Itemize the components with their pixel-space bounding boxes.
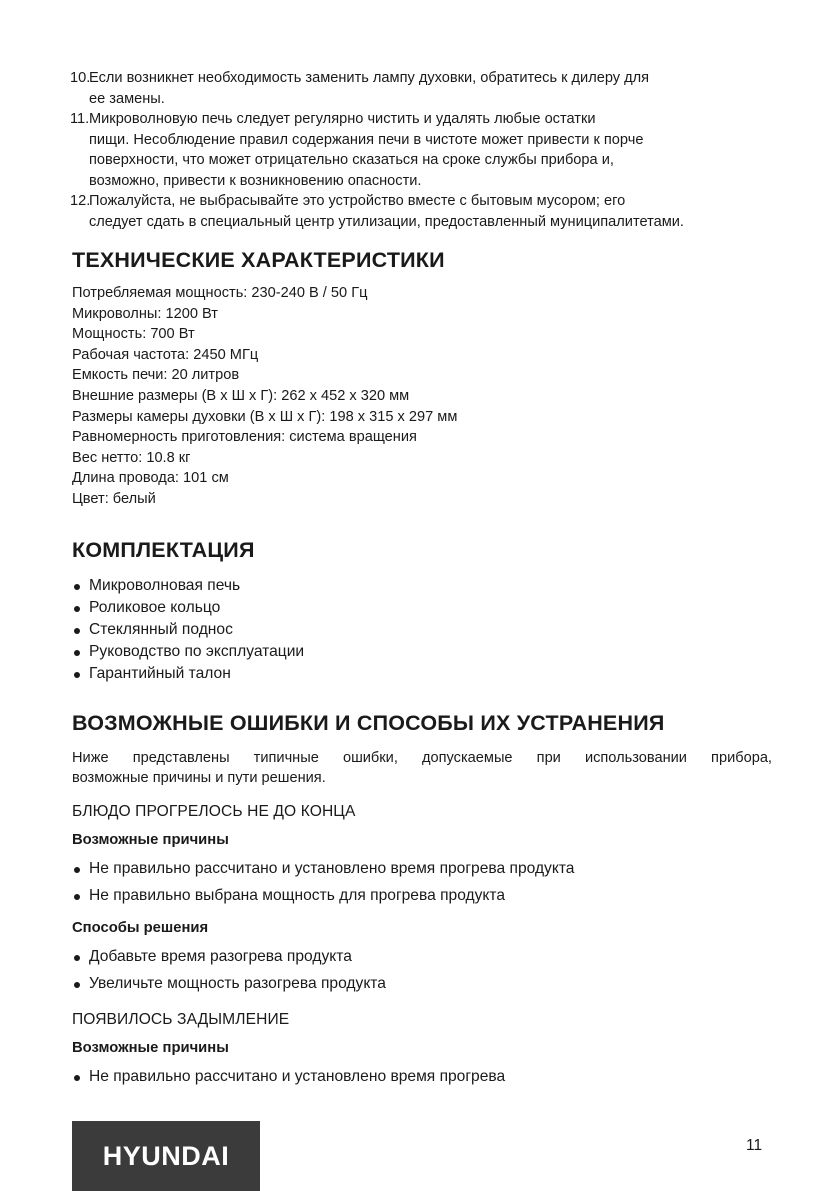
solutions-list — [72, 943, 772, 997]
list-item-11 — [72, 109, 772, 191]
item-text-line: Пожалуйста, не выбрасывайте это устройство вместе с бытовым мусором; его — [89, 193, 626, 209]
item-text-line: пищи. Несоблюдение правил содержания печи в чистоте может привести к порче — [89, 131, 644, 148]
spec-line: Рабочая частота: 2450 МГц — [72, 346, 259, 363]
spec-line: Мощность: 700 Вт — [72, 326, 195, 343]
spec-line: Размеры камеры духовки (В х Ш х Г): 198 х 315 х 297 мм — [72, 408, 458, 425]
kit-list — [72, 575, 772, 685]
causes-label: Возможные причины — [72, 831, 229, 848]
spec-line: Вес нетто: 10.8 кг — [72, 449, 191, 466]
list-item-10 — [72, 68, 772, 109]
errors-heading: ВОЗМОЖНЫЕ ОШИБКИ И СПОСОБЫ ИХ УСТРАНЕНИЯ — [72, 710, 665, 735]
kit-item: Микроволновая печь — [72, 575, 772, 597]
cause-item: Не правильно рассчитано и установлено время прогрева продукта — [72, 855, 772, 882]
item-text-line: поверхности, что может отрицательно сказаться на сроке службы прибора и, — [89, 152, 614, 168]
item-text-line: следует сдать в специальный центр утилизации, предоставленный муниципалитетами. — [89, 213, 684, 230]
solution-item: Увеличьте мощность разогрева продукта — [72, 970, 772, 997]
kit-item: Руководство по эксплуатации — [72, 641, 772, 663]
specs-list — [72, 283, 772, 510]
item-text-line: возможно, привести к возникновению опасности. — [89, 172, 422, 189]
errors-intro — [72, 748, 772, 789]
cause-item: Не правильно выбрана мощность для прогрева продукта — [72, 882, 772, 909]
problem-title: ПОЯВИЛОСЬ ЗАДЫМЛЕНИЕ — [72, 1010, 290, 1028]
intro-line: Ниже представлены типичные ошибки, допускаемые при использовании прибора, — [72, 749, 772, 766]
spec-line: Емкость печи: 20 литров — [72, 367, 240, 384]
spec-line: Внешние размеры (В х Ш х Г): 262 х 452 х 320 мм — [72, 387, 410, 404]
solution-item: Добавьте время разогрева продукта — [72, 943, 772, 970]
cause-item: Не правильно рассчитано и установлено время прогрева — [72, 1063, 772, 1090]
spec-line: Равномерность приготовления: система вращения — [72, 429, 417, 446]
item-number: 11. — [70, 111, 90, 127]
problem-title: БЛЮДО ПРОГРЕЛОСЬ НЕ ДО КОНЦА — [72, 802, 356, 820]
item-number: 12. — [70, 193, 91, 209]
solutions-label: Способы решения — [72, 919, 209, 936]
specs-heading: ТЕХНИЧЕСКИЕ ХАРАКТЕРИСТИКИ — [72, 248, 445, 272]
kit-heading: КОМПЛЕКТАЦИЯ — [72, 537, 255, 562]
page-content — [72, 68, 772, 1090]
causes-list — [72, 1063, 772, 1090]
page-number: 11 — [746, 1137, 763, 1154]
brand-logo: HYUNDAI — [72, 1121, 260, 1191]
spec-line: Цвет: белый — [72, 490, 156, 507]
item-text-line: ее замены. — [89, 90, 165, 107]
item-text-line: Если возникнет необходимость заменить лампу духовки, обратитесь к дилеру для — [89, 70, 650, 86]
kit-item: Роликовое кольцо — [72, 597, 772, 619]
causes-list — [72, 855, 772, 909]
list-item-12 — [72, 191, 772, 232]
kit-item: Гарантийный талон — [72, 663, 772, 685]
intro-line: возможные причины и пути решения. — [72, 770, 326, 787]
causes-label: Возможные причины — [72, 1039, 229, 1056]
kit-item: Стеклянный поднос — [72, 619, 772, 641]
item-number: 10. — [70, 70, 91, 86]
item-text-line: Микроволновую печь следует регулярно чистить и удалять любые остатки — [89, 111, 596, 127]
spec-line: Потребляемая мощность: 230-240 В / 50 Гц — [72, 285, 368, 301]
spec-line: Микроволны: 1200 Вт — [72, 305, 218, 322]
spec-line: Длина провода: 101 см — [72, 470, 229, 487]
